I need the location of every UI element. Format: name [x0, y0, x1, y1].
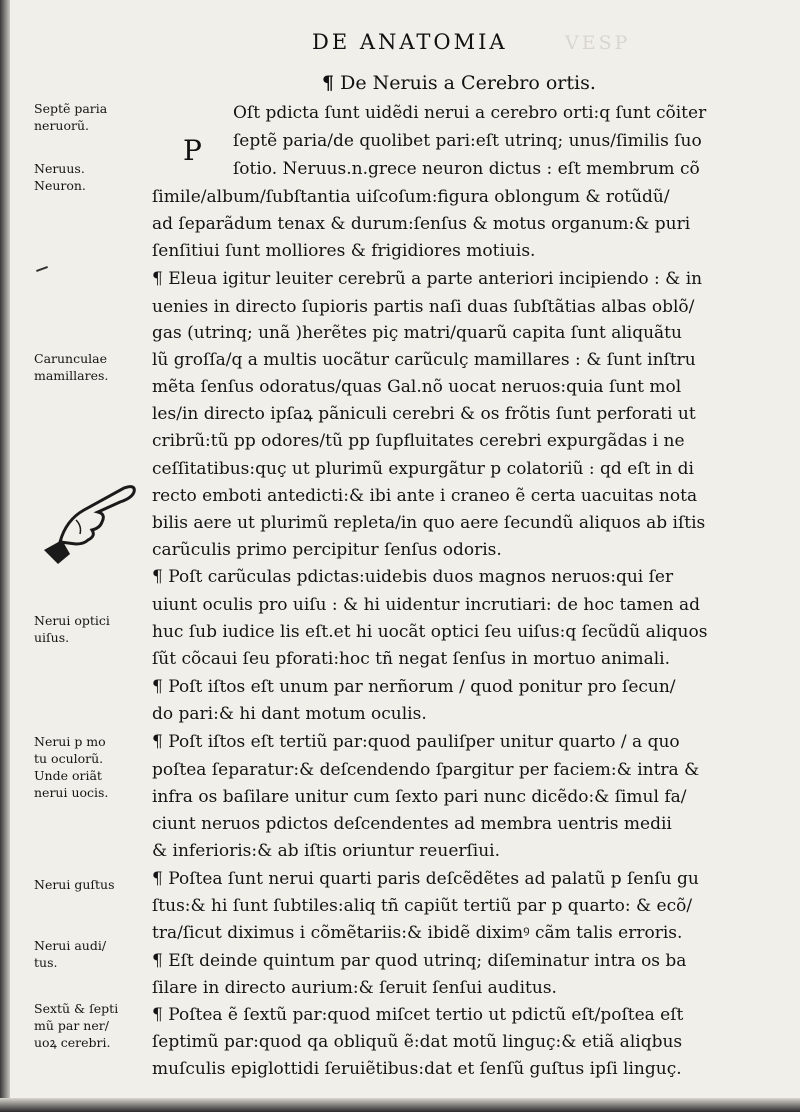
marginal-note-line: neruorũ.: [34, 118, 89, 133]
text-line: ſotio. Neruus.n.grece neuron dictus : eſt membrum cõ: [233, 159, 700, 179]
text-line: ¶ Eleua igitur leuiter cerebrũ a parte anteriori incipiendo : & in: [152, 269, 703, 289]
text-line: tra/ſicut diximus i cõmẽtariis:& ibidẽ diximꝰ cãm talis erroris.: [152, 923, 683, 943]
text-line: ¶ Poſtea ẽ ſextũ par:quod miſcet tertio ut pdictũ eſt/poſtea eſt: [152, 1005, 684, 1025]
marginal-note-line: Unde oriãt: [34, 768, 102, 783]
marginal-note-line: Nerui guſtus: [34, 877, 115, 892]
text-line: muſculis epiglottidi ſeruiẽtibus:dat et ſenſũ guſtus ipſi linguç.: [152, 1059, 682, 1079]
marginal-note-line: Sextũ & ſepti: [34, 1001, 119, 1016]
marginal-note-line: Neruus.: [34, 161, 85, 176]
pointing-hand-icon: [36, 480, 140, 570]
text-line: ¶ Eſt deinde quintum par quod utrinq; diſeminatur intra os ba: [152, 951, 687, 971]
text-line: do pari:& hi dant motum oculis.: [152, 704, 427, 724]
text-line: ſũt cõcaui ſeu pforati:hoc tñ negat ſenſus in mortuo animali.: [152, 649, 671, 669]
marginal-note-line: uiſus.: [34, 630, 70, 645]
marginal-note-line: Nerui audi/: [34, 938, 107, 953]
text-line: uenies in directo ſupioris partis naſi duas ſubſtãtias albas oblõ/: [152, 297, 695, 317]
text-line: poſtea ſeparatur:& deſcendendo ſpargitur per faciem:& intra &: [152, 760, 700, 780]
page-edge-shadow: [0, 0, 10, 1112]
text-line: ceſſitatibus:quç ut plurimũ expurgãtur p colatoriũ : qd eſt in di: [152, 459, 694, 479]
text-line: ad ſeparãdum tenax & durum:ſenſus & motus organum:& puri: [152, 214, 691, 234]
text-line: infra os baſilare unitur cum ſexto pari nunc dicẽdo:& ſimul fa/: [152, 787, 687, 807]
marginal-note-line: Septẽ paria: [34, 101, 108, 116]
page-bottom-edge: [0, 1098, 800, 1112]
marginal-note-sextum-septimum: [34, 1000, 142, 1051]
text-line: les/in directo ipſaꝝ pãniculi cerebri & os frõtis ſunt perforati ut: [152, 404, 696, 424]
show-through-text: VESP: [565, 32, 631, 54]
marginal-note-line: tus.: [34, 955, 58, 970]
marginal-note-neruus: [34, 160, 142, 194]
text-line: ſeptimũ par:quod qa obliquũ ẽ:dat motũ linguç:& etiã aliqbus: [152, 1032, 683, 1052]
marginal-note-caruncule: [34, 350, 142, 384]
marginal-note-line: uoꝝ cerebri.: [34, 1035, 111, 1050]
text-line: Oſt pdicta ſunt uidẽdi nerui a cerebro orti:q ſunt cõiter: [233, 103, 707, 123]
marginal-note-line: mamillares.: [34, 368, 109, 383]
section-heading: [322, 72, 596, 94]
marginal-note-line: Nerui optici: [34, 613, 110, 628]
marginal-note-line: Carunculae: [34, 351, 107, 366]
text-line: gas (utrinq; unã )herẽtes piç matri/quarũ capita ſunt aliquãtu: [152, 323, 682, 343]
marginal-note-nerui-gustus: [34, 876, 142, 893]
running-head: DE ANATOMIA: [312, 30, 508, 54]
marginal-note-nerui-auditus: [34, 937, 142, 971]
marginal-note-line: Neuron.: [34, 178, 86, 193]
marginal-note-line: Nerui p mo: [34, 734, 106, 749]
text-line: ¶ Poſt iſtos eſt tertiũ par:quod pauliſper unitur quarto / a quo: [152, 732, 680, 752]
text-line: carũculis primo percipitur ſenſus odoris.: [152, 540, 502, 560]
text-line: ¶ Poſtea ſunt nerui quarti paris deſcẽdẽtes ad palatũ p ſenſu gu: [152, 869, 699, 889]
section-heading-text: De Neruis a Cerebro ortis.: [340, 72, 596, 94]
text-line: cribrũ:tũ pp odores/tũ pp ſupfluitates cerebri expurgãdas i ne: [152, 431, 685, 451]
marginal-note-line: nerui uocis.: [34, 785, 109, 800]
marginal-note-line: tu oculorũ.: [34, 751, 104, 766]
text-line: mẽta ſenſus odoratus/quas Gal.nõ uocat neruos:quia ſunt mol: [152, 377, 682, 397]
marginal-note-septem-paria: [34, 100, 142, 134]
margin-dash-mark: [36, 266, 48, 272]
marginal-note-nerui-optici: [34, 612, 142, 646]
text-line: lũ groſſa/q a multis uocãtur carũculç mamillares : & ſunt inſtru: [152, 350, 696, 370]
drop-cap: P: [183, 134, 202, 167]
text-line: ſenſitiui ſunt molliores & frigidiores motiuis.: [152, 241, 536, 261]
text-line: ¶ Poſt iſtos eſt unum par nerñorum / quod ponitur pro ſecun/: [152, 677, 676, 697]
text-line: ciunt neruos pdictos deſcendentes ad membra uentris medii: [152, 814, 672, 834]
paragraph-mark-icon: ¶: [322, 72, 335, 94]
text-line: ſimile/album/ſubſtantia uiſcoſum:figura oblongum & rotũdũ/: [152, 187, 670, 207]
text-line: uiunt oculis pro uiſu : & hi uidentur incrutiari: de hoc tamen ad: [152, 595, 701, 615]
text-line: & inferioris:& ab iſtis oriuntur reuerſiui.: [152, 841, 501, 861]
text-line: recto emboti antedicti:& ibi ante i craneo ẽ certa uacuitas nota: [152, 486, 698, 506]
text-line: ¶ Poſt carũculas pdictas:uidebis duos magnos neruos:qui ſer: [152, 567, 674, 587]
text-line: ſtus:& hi ſunt ſubtiles:aliq tñ capiũt tertiũ par p quarto: & ecõ/: [152, 896, 693, 916]
text-line: huc ſub iudice lis eſt.et hi uocãt optici ſeu uiſus:q ſecũdũ aliquos: [152, 622, 708, 642]
text-line: ſilare in directo aurium:& ſeruit ſenſui auditus.: [152, 978, 557, 998]
text-line: ſeptẽ paria/de quolibet pari:eſt utrinq; unus/ſimilis ſuo: [233, 131, 702, 151]
marginal-note-line: mũ par ner/: [34, 1018, 109, 1033]
marginal-note-nerui-motus: [34, 733, 142, 801]
text-line: bilis aere ut plurimũ repleta/in quo aere ſecundũ aliquos ab iſtis: [152, 513, 706, 533]
